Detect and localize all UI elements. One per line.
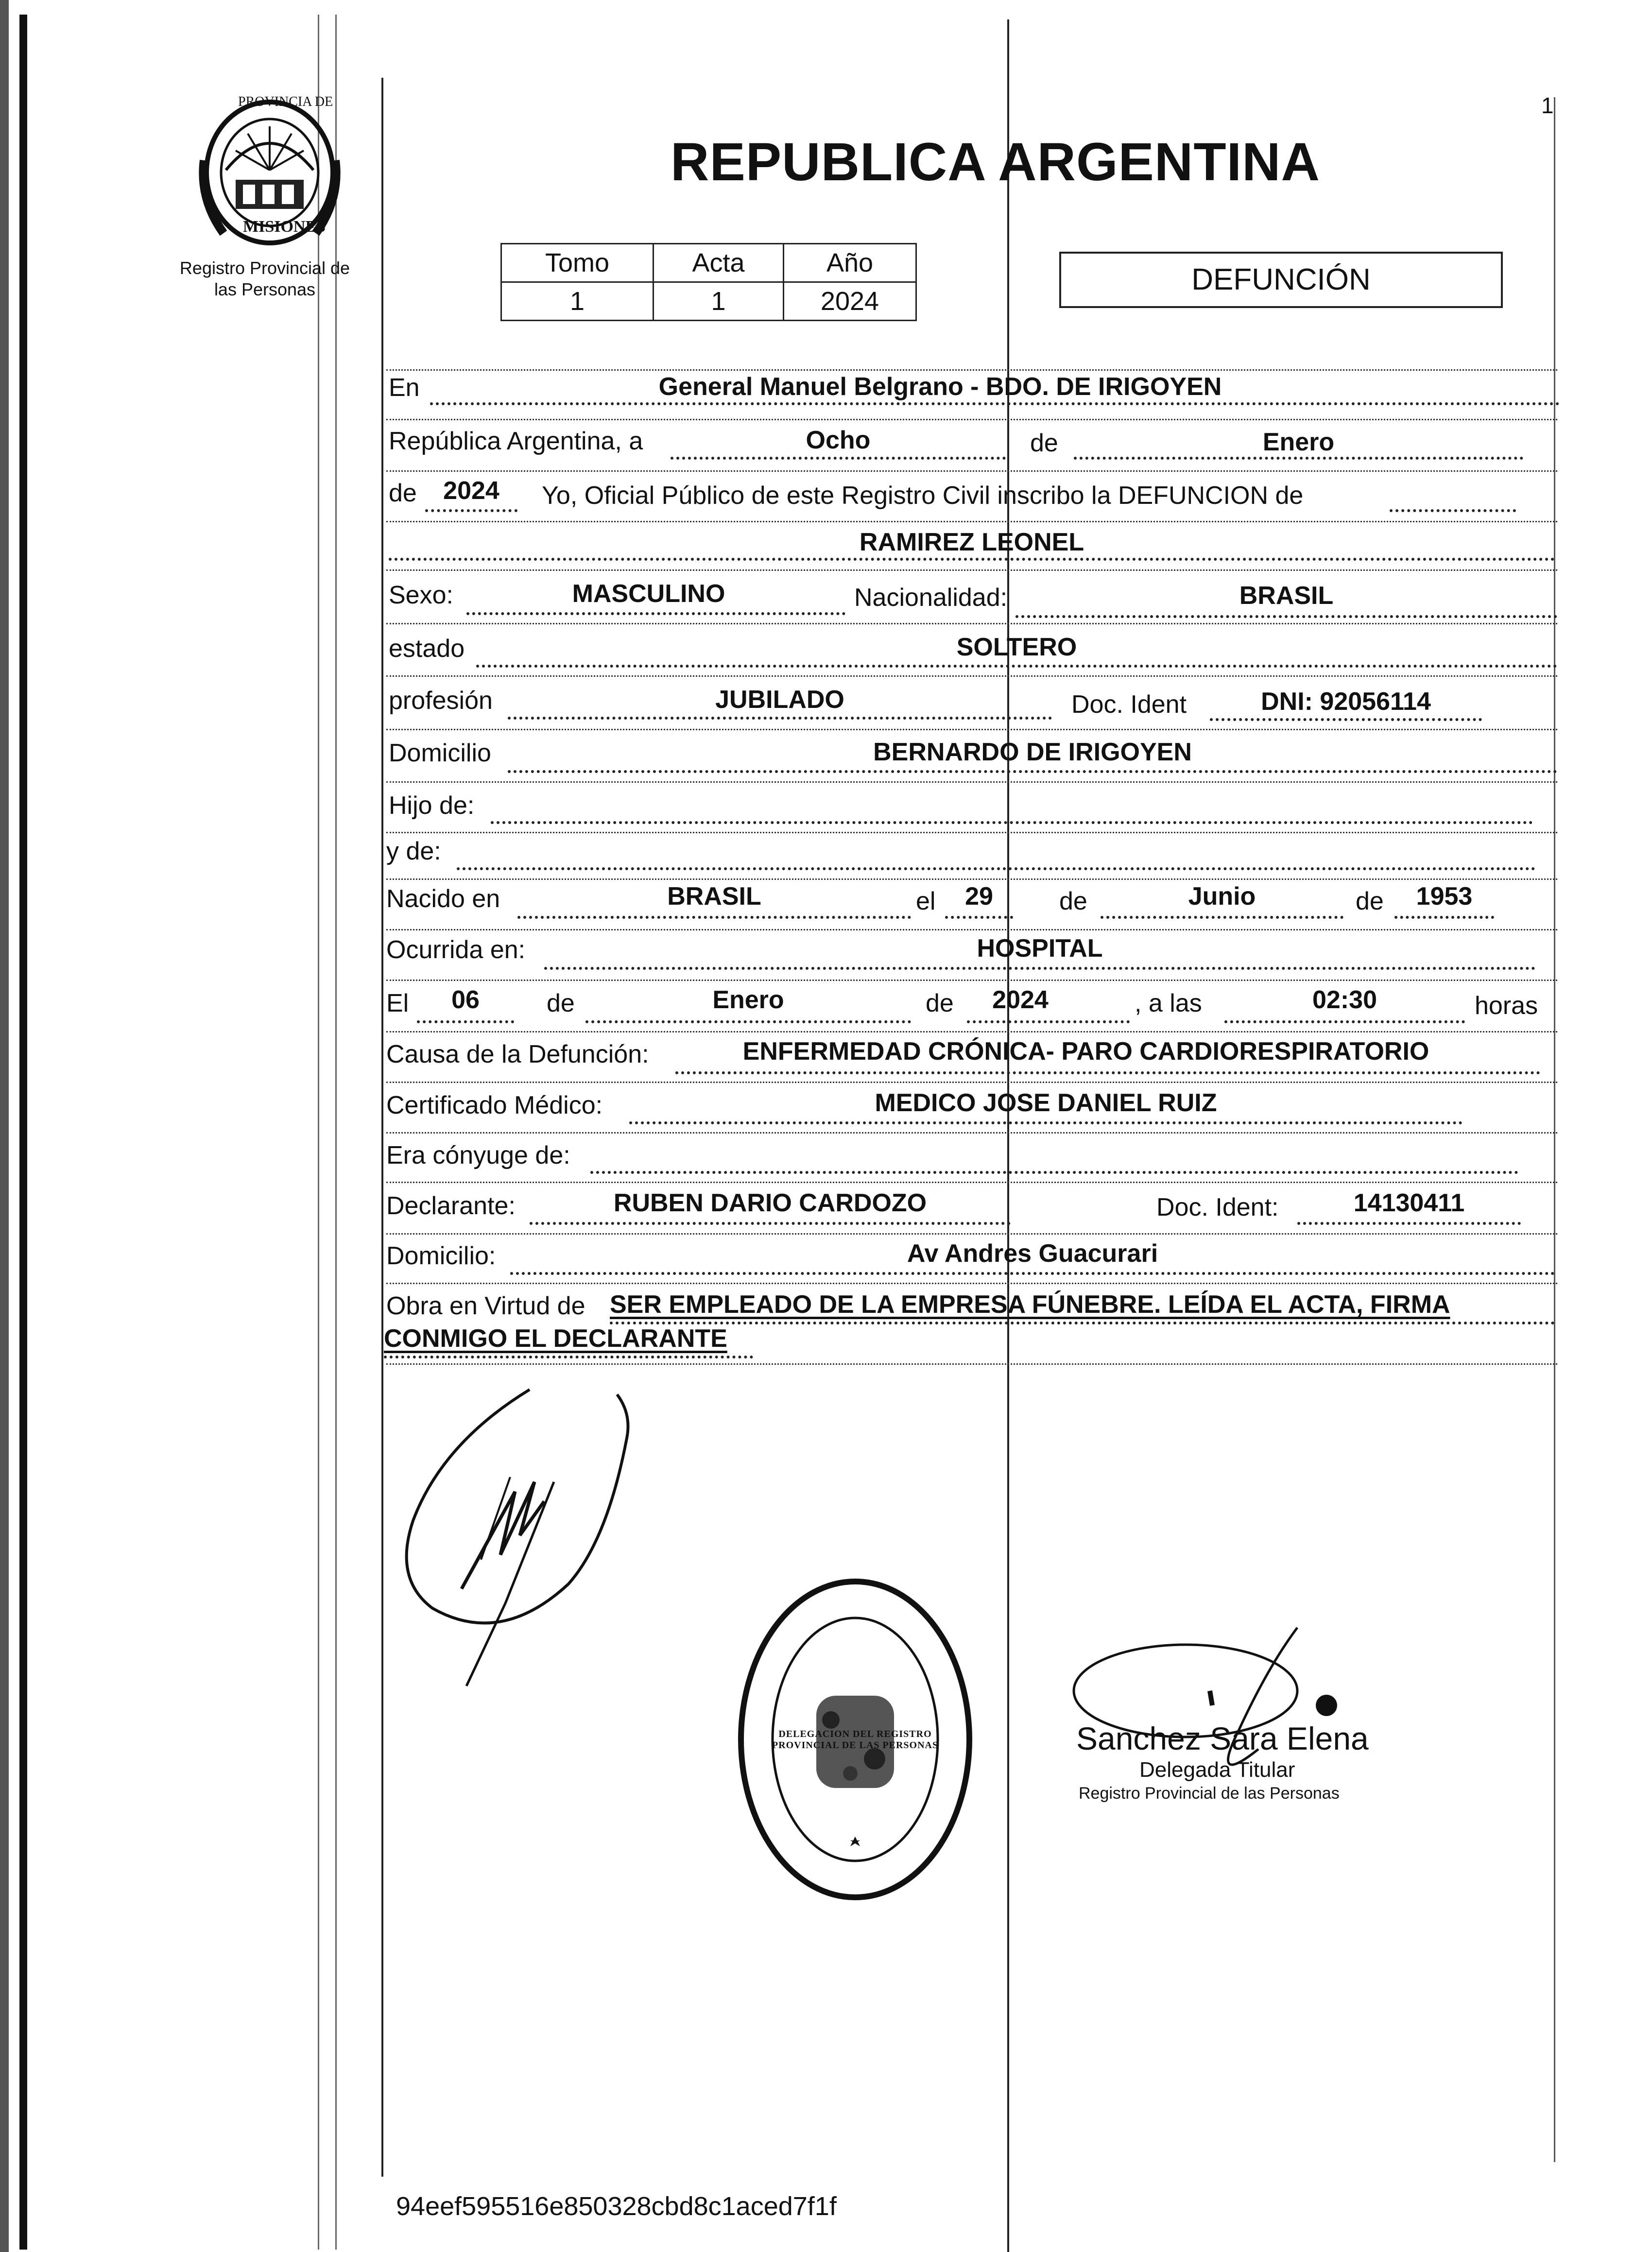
sexo-label: Sexo:	[389, 581, 453, 609]
def-anio-value: 2024	[992, 986, 1049, 1014]
anio-header: Año	[784, 244, 916, 282]
stamp-text: DELEGACION DEL REGISTRO PROVINCIAL DE LAS PERSONAS	[772, 1729, 939, 1751]
registry-table	[500, 243, 917, 321]
row-rule	[386, 1031, 1557, 1032]
profesion-label: profesión	[389, 687, 493, 715]
page-title: REPUBLICA ARGENTINA	[671, 132, 1320, 192]
signer-role: Delegada Titular	[1139, 1758, 1295, 1782]
yde-label: y de:	[386, 837, 441, 865]
row-rule	[386, 521, 1557, 522]
seal-text-bottom: MISIONES	[243, 218, 326, 236]
anio-act-value: 2024	[443, 477, 499, 505]
nacido-dots	[517, 916, 911, 919]
row-rule	[386, 623, 1557, 624]
row-rule	[386, 369, 1557, 371]
estado-label: estado	[389, 635, 465, 663]
signer-name: Sanchez Sara Elena	[1076, 1720, 1369, 1756]
decl-domicilio-value: Av Andres Guacurari	[907, 1239, 1158, 1268]
row-rule	[386, 1082, 1557, 1083]
official-stamp	[734, 1574, 977, 1905]
obra-dots-1	[610, 1322, 1555, 1324]
nac-anio-dots	[1394, 916, 1494, 919]
decl-domicilio-dots	[510, 1272, 1555, 1275]
conyuge-label: Era cónyuge de:	[386, 1141, 570, 1169]
row-rule	[386, 1233, 1557, 1235]
decl-doc-value: 14130411	[1353, 1189, 1465, 1217]
nacido-label: Nacido en	[386, 885, 500, 913]
horas-label: horas	[1475, 992, 1538, 1020]
republica-label: República Argentina, a	[389, 427, 643, 455]
scan-edge-left	[0, 0, 9, 2252]
def-de-label: de	[547, 989, 575, 1017]
certificado-value: MEDICO JOSE DANIEL RUIZ	[875, 1089, 1217, 1117]
mes-value: Enero	[1262, 428, 1335, 456]
binding-line-1	[318, 15, 319, 2250]
hora-value: 02:30	[1312, 986, 1377, 1014]
nac-de-label: de	[1059, 887, 1087, 915]
signer-office: Registro Provincial de las Personas	[1079, 1784, 1340, 1803]
page-border-right	[1554, 97, 1555, 2162]
anio-de-label: de	[389, 479, 417, 507]
yde-dots	[457, 867, 1535, 870]
seal-text-top: PROVINCIA DE	[238, 94, 333, 109]
en-value: General Manuel Belgrano - BDO. DE IRIGOYEN	[658, 373, 1222, 401]
document-hash: 94eef595516e850328cbd8c1aced7f1f	[396, 2192, 837, 2221]
yo-dots	[1390, 509, 1516, 512]
profesion-dots	[508, 717, 1052, 720]
nac-dia-dots	[945, 916, 1013, 919]
estado-dots	[476, 665, 1557, 668]
obra-value-line1: SER EMPLEADO DE LA EMPRESA FÚNEBRE. LEÍDA EL ACTA, FIRMA	[610, 1290, 1450, 1319]
nac-anio-value: 1953	[1416, 882, 1473, 911]
nacionalidad-dots	[1015, 615, 1557, 618]
page-number: 1	[1541, 93, 1554, 118]
declarante-dots	[530, 1222, 1011, 1225]
sexo-dots	[466, 612, 845, 615]
binding-line-2	[335, 15, 337, 2250]
mes-dots	[1074, 457, 1523, 460]
domicilio-dots	[508, 770, 1557, 773]
row-rule	[386, 569, 1557, 571]
decl-domicilio-label: Domicilio:	[386, 1242, 496, 1270]
declarante-value: RUBEN DARIO CARDOZO	[613, 1189, 927, 1217]
doc-dots	[1210, 718, 1482, 721]
estado-value: SOLTERO	[956, 633, 1077, 661]
row-rule	[386, 1283, 1557, 1284]
ocurrida-label: Ocurrida en:	[386, 936, 526, 964]
obra-value-line2: CONMIGO EL DECLARANTE	[384, 1324, 727, 1353]
certificado-label: Certificado Médico:	[386, 1091, 603, 1119]
anio-value: 2024	[784, 282, 916, 321]
decl-doc-dots	[1297, 1222, 1521, 1225]
row-rule	[386, 470, 1557, 472]
doc-value: DNI: 92056114	[1261, 688, 1431, 716]
mes-de-label: de	[1030, 429, 1058, 457]
ocurrida-value: HOSPITAL	[977, 934, 1103, 963]
decl-doc-label: Doc. Ident:	[1156, 1193, 1279, 1221]
tomo-value: 1	[501, 282, 654, 321]
domicilio-value: BERNARDO DE IRIGOYEN	[873, 738, 1192, 766]
nac-dia-value: 29	[965, 882, 993, 911]
hora-dots	[1224, 1020, 1465, 1023]
doc-label: Doc. Ident	[1071, 690, 1187, 719]
dia-dots	[671, 457, 1006, 460]
registry-header-row	[501, 244, 916, 282]
acta-value: 1	[654, 282, 784, 321]
fold-line-center	[1007, 19, 1009, 2252]
nombre-dots	[389, 558, 1555, 561]
certificado-dots	[629, 1121, 1463, 1124]
ocurrida-dots	[544, 967, 1535, 970]
row-rule	[386, 878, 1557, 880]
declarante-label: Declarante:	[386, 1192, 516, 1220]
conyuge-dots	[590, 1171, 1518, 1174]
row-rule	[386, 980, 1557, 981]
nombre-value: RAMIREZ LEONEL	[859, 528, 1084, 556]
en-dots	[430, 402, 1560, 405]
causa-value: ENFERMEDAD CRÓNICA- PARO CARDIORESPIRATORIO	[742, 1037, 1429, 1066]
row-rule	[386, 419, 1557, 420]
domicilio-label: Domicilio	[389, 739, 491, 767]
row-rule	[386, 929, 1557, 930]
act-type-box: DEFUNCIÓN	[1059, 252, 1503, 308]
registro-label	[163, 258, 367, 300]
causa-dots	[675, 1071, 1540, 1074]
row-rule	[386, 729, 1557, 730]
obra-dots-2	[384, 1356, 753, 1358]
nac-de2-label: de	[1356, 887, 1384, 915]
causa-label: Causa de la Defunción:	[386, 1040, 649, 1068]
obra-label: Obra en Virtud de	[386, 1292, 585, 1320]
def-dia-dots	[417, 1020, 514, 1023]
nacionalidad-label: Nacionalidad:	[854, 584, 1008, 612]
anio-dots	[425, 509, 517, 512]
row-rule	[386, 832, 1557, 833]
row-rule	[386, 1363, 1557, 1365]
row-rule	[386, 675, 1557, 677]
registro-line-1: Registro Provincial de	[179, 258, 350, 278]
def-mes-value: Enero	[712, 986, 784, 1014]
row-rule	[386, 781, 1557, 783]
provincial-seal	[189, 87, 350, 248]
declarant-signature	[384, 1375, 724, 1715]
def-dia-value: 06	[451, 986, 480, 1014]
def-anio-dots	[967, 1020, 1130, 1023]
registry-value-row	[501, 282, 916, 321]
def-de2-label: de	[926, 989, 954, 1017]
profesion-value: JUBILADO	[715, 686, 844, 714]
scan-edge-dark	[19, 15, 27, 2250]
tomo-header: Tomo	[501, 244, 654, 282]
nac-mes-value: Junio	[1188, 882, 1256, 911]
yo-text: Yo, Oficial Público de este Registro Civil inscribo la DEFUNCION de	[542, 481, 1304, 510]
nacionalidad-value: BRASIL	[1239, 582, 1334, 610]
page-border-left	[381, 78, 383, 2177]
sexo-value: MASCULINO	[572, 580, 725, 608]
en-label: En	[389, 374, 420, 402]
dia-value: Ocho	[806, 426, 871, 454]
registro-line-2: las Personas	[214, 279, 316, 299]
el2-label: El	[386, 989, 409, 1017]
nac-mes-dots	[1101, 916, 1343, 919]
row-rule	[386, 1132, 1557, 1134]
hijo-dots	[491, 821, 1533, 824]
hijo-label: Hijo de:	[389, 791, 475, 820]
alas-label: , a las	[1135, 989, 1202, 1017]
def-mes-dots	[585, 1020, 911, 1023]
acta-header: Acta	[654, 244, 784, 282]
row-rule	[386, 1182, 1557, 1183]
el-label: el	[916, 887, 936, 915]
nacido-value: BRASIL	[667, 882, 761, 911]
